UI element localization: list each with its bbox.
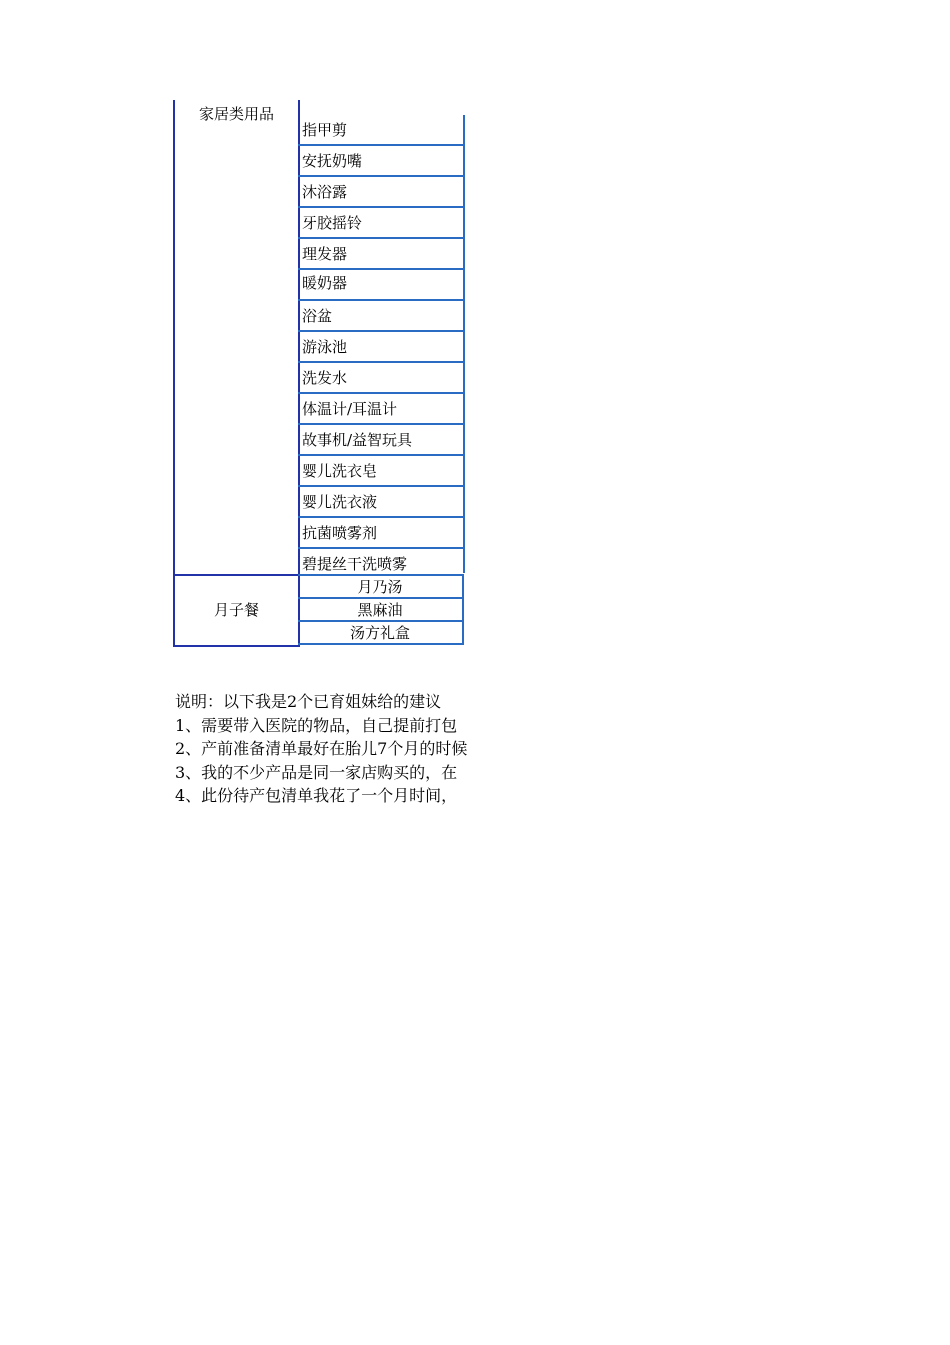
note-line: 4、此份待产包清单我花了一个月时间， <box>175 786 458 805</box>
item-list-confinement <box>298 574 464 645</box>
item-cell: 洗发水 <box>298 363 463 394</box>
item-cell: 故事机/益智玩具 <box>298 425 463 456</box>
category-label: 家居类用品 <box>198 105 274 123</box>
item-cell: 游泳池 <box>298 332 463 363</box>
category-cell-household <box>173 100 300 574</box>
item-cell: 体温计/耳温计 <box>298 394 463 425</box>
item-cell: 汤方礼盒 <box>349 624 410 642</box>
item-cell: 月乃汤 <box>298 576 462 599</box>
item-cell: 碧提丝干洗喷雾 <box>302 555 408 573</box>
note-line: 1、需要带入医院的物品，自己提前打包 <box>175 715 458 735</box>
notes-heading: 说明：以下我是2个已育姐妹给的建议 <box>175 692 442 711</box>
item-cell: 暖奶器 <box>298 270 463 301</box>
category-label: 月子餐 <box>213 601 259 619</box>
item-cell: 牙胶摇铃 <box>298 208 463 239</box>
item-cell: 黑麻油 <box>298 599 462 622</box>
item-cell: 抗菌喷雾剂 <box>298 518 463 549</box>
item-cell: 婴儿洗衣液 <box>298 487 463 518</box>
item-cell: 安抚奶嘴 <box>298 146 463 177</box>
item-cell: 沐浴露 <box>298 177 463 208</box>
note-line: 3、我的不少产品是同一家店购买的，在 <box>175 762 458 782</box>
item-cell: 理发器 <box>298 239 463 270</box>
note-line: 2、产前准备清单最好在胎儿7个月的时候 <box>175 739 468 758</box>
category-cell-confinement <box>173 574 300 647</box>
notes-block <box>175 690 535 808</box>
item-cell: 婴儿洗衣皂 <box>298 456 463 487</box>
item-list-household <box>298 115 465 573</box>
item-cell: 浴盆 <box>298 301 463 332</box>
item-cell: 指甲剪 <box>298 115 463 146</box>
